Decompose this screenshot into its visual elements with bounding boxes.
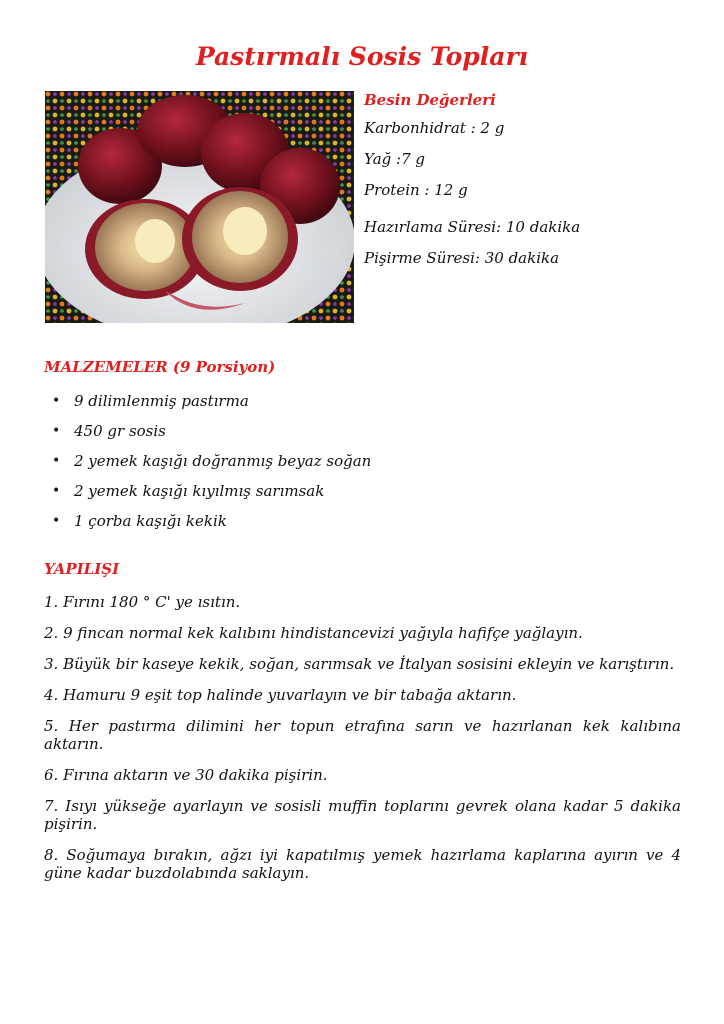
bullet-icon: • <box>52 483 61 499</box>
meatball-photo-icon <box>45 91 354 323</box>
list-item <box>44 512 684 542</box>
step-item: 3. Büyük bir kaseye kekik, soğan, sarımsak ve İtalyan sosisini ekleyin ve karıştırın. <box>44 655 675 673</box>
nutrition-panel <box>364 91 704 280</box>
step-item: 5. Her pastırma dilimini her topun etrafına sarın ve hazırlanan kek kalıbına aktarın. <box>44 717 681 753</box>
nutrition-heading: Besin Değerleri <box>364 91 496 109</box>
method-heading: YAPILIŞI <box>44 560 120 578</box>
bullet-icon: • <box>52 393 61 409</box>
list-item <box>44 482 684 512</box>
ingredients-list <box>44 392 684 542</box>
step-item: 2. 9 fincan normal kek kalıbını hindistancevizi yağıyla hafifçe yağlayın. <box>44 624 583 642</box>
list-item <box>44 392 684 422</box>
nutrition-protein: Protein : 12 g <box>364 181 468 199</box>
ingredient-text: 1 çorba kaşığı kekik <box>74 512 227 530</box>
recipe-photo <box>45 91 354 323</box>
prep-time: Hazırlama Süresi: 10 dakika <box>364 218 581 236</box>
ingredient-text: 2 yemek kaşığı doğranmış beyaz soğan <box>74 452 372 470</box>
step-item: 6. Fırına aktarın ve 30 dakika pişirin. <box>44 766 328 784</box>
bullet-icon: • <box>52 513 61 529</box>
ingredient-text: 450 gr sosis <box>74 422 166 440</box>
list-item <box>44 422 684 452</box>
step-item: 1. Fırını 180 ° C' ye ısıtın. <box>44 593 241 611</box>
step-item: 8. Soğumaya bırakın, ağzı iyi kapatılmış yemek hazırlama kaplarına ayırın ve 4 güne kadar buzdolabında saklayın. <box>44 846 681 882</box>
list-item <box>44 452 684 482</box>
nutrition-carbs: Karbonhidrat : 2 g <box>364 119 505 137</box>
cook-time: Pişirme Süresi: 30 dakika <box>364 249 560 267</box>
nutrition-fat: Yağ :7 g <box>364 150 426 168</box>
bullet-icon: • <box>52 453 61 469</box>
method-steps <box>44 593 681 895</box>
bullet-icon: • <box>52 423 61 439</box>
step-item: 4. Hamuru 9 eşit top halinde yuvarlayın ve bir tabağa aktarın. <box>44 686 517 704</box>
step-item: 7. Isıyı yükseğe ayarlayın ve sosisli muffin toplarını gevrek olana kadar 5 dakika pişirin. <box>44 797 681 833</box>
ingredients-heading: MALZEMELER (9 Porsiyon) <box>44 358 276 376</box>
ingredient-text: 2 yemek kaşığı kıyılmış sarımsak <box>74 482 325 500</box>
recipe-title: Pastırmalı Sosis Topları <box>195 42 529 71</box>
ingredient-text: 9 dilimlenmiş pastırma <box>74 392 249 410</box>
